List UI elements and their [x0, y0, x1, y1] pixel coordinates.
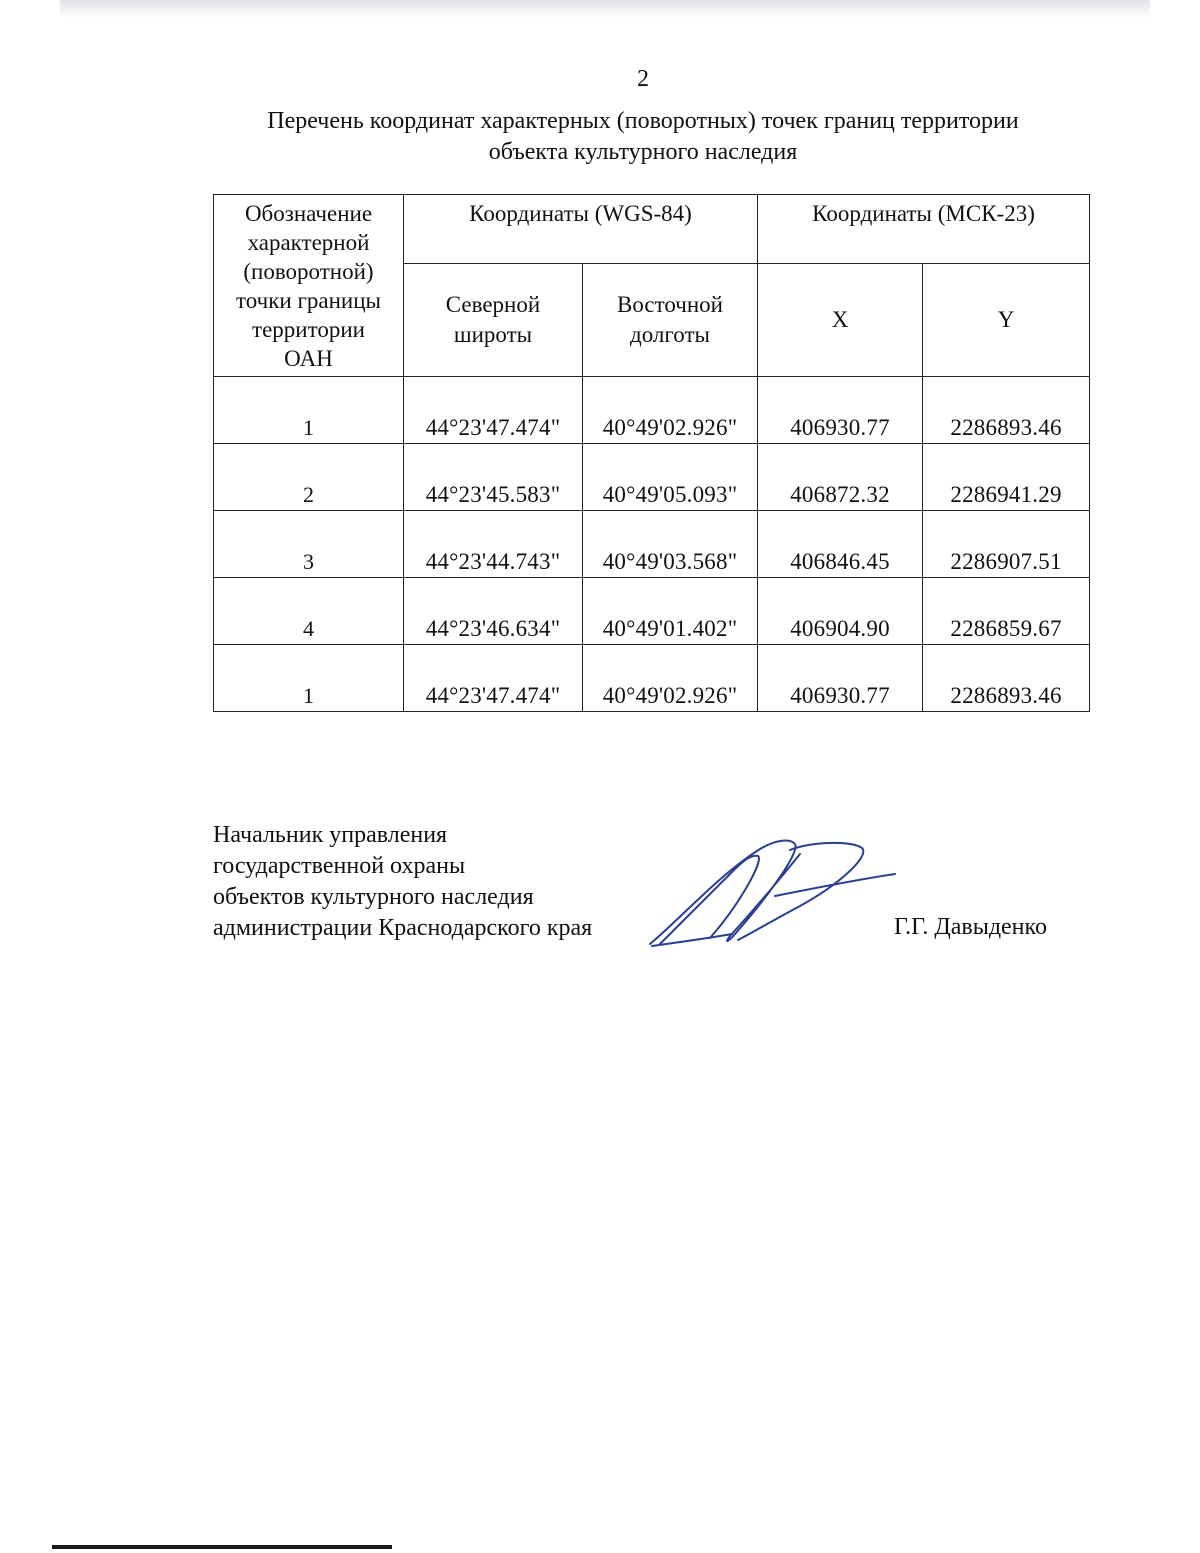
header-lat-line: широты — [453, 322, 533, 347]
page-number: 2 — [637, 66, 649, 92]
cell-point: 1 — [214, 645, 404, 712]
cell-x: 406930.77 — [758, 645, 923, 712]
table-row — [214, 578, 1090, 645]
header-longitude — [583, 264, 758, 377]
cell-latitude: 44°23'47.474" — [404, 377, 583, 444]
signatory-position — [213, 820, 592, 944]
header-point-line: (поворотной) — [243, 259, 374, 284]
cell-point: 3 — [214, 511, 404, 578]
header-lon-line: Восточной — [617, 292, 723, 317]
table-row — [214, 444, 1090, 511]
cell-point: 4 — [214, 578, 404, 645]
header-point-designation — [214, 195, 404, 377]
cell-y: 2286859.67 — [923, 578, 1090, 645]
position-line: государственной охраны — [213, 853, 466, 879]
cell-longitude: 40°49'02.926" — [583, 645, 758, 712]
header-point-line: ОАН — [284, 346, 333, 371]
cell-latitude: 44°23'47.474" — [404, 645, 583, 712]
position-line: администрации Краснодарского края — [213, 915, 593, 941]
cell-x: 406872.32 — [758, 444, 923, 511]
signer-name: Г.Г. Давыденко — [894, 914, 1047, 940]
cell-y: 2286907.51 — [923, 511, 1090, 578]
header-latitude — [404, 264, 583, 377]
cell-x: 406930.77 — [758, 377, 923, 444]
document-title — [200, 106, 1086, 168]
cell-latitude: 44°23'46.634" — [404, 578, 583, 645]
header-wgs84: Координаты (WGS-84) — [404, 195, 758, 264]
handwritten-signature — [640, 834, 900, 954]
title-line-1: Перечень координат характерных (поворотных) точек границ территории — [267, 108, 1019, 134]
cell-longitude: 40°49'01.402" — [583, 578, 758, 645]
table-row — [214, 511, 1090, 578]
cell-longitude: 40°49'05.093" — [583, 444, 758, 511]
header-point-line: точки границы — [236, 288, 381, 313]
header-msk23: Координаты (МСК-23) — [758, 195, 1090, 264]
cell-longitude: 40°49'03.568" — [583, 511, 758, 578]
cell-point: 2 — [214, 444, 404, 511]
cell-y: 2286893.46 — [923, 377, 1090, 444]
header-lon-line: долготы — [630, 322, 710, 347]
title-line-2: объекта культурного наследия — [488, 139, 798, 165]
cell-x: 406846.45 — [758, 511, 923, 578]
cell-y: 2286893.46 — [923, 645, 1090, 712]
table-row — [214, 645, 1090, 712]
bottom-divider — [52, 1545, 392, 1549]
header-point-line: территории — [252, 317, 365, 342]
position-line: объектов культурного наследия — [213, 884, 534, 910]
cell-y: 2286941.29 — [923, 444, 1090, 511]
cell-x: 406904.90 — [758, 578, 923, 645]
coordinates-table — [213, 194, 1090, 712]
scan-edge-shadow — [60, 0, 1150, 18]
table-header-row-1 — [214, 195, 1090, 264]
table-row — [214, 377, 1090, 444]
header-point-line: характерной — [247, 230, 370, 255]
cell-point: 1 — [214, 377, 404, 444]
cell-longitude: 40°49'02.926" — [583, 377, 758, 444]
header-x: X — [758, 264, 923, 377]
cell-latitude: 44°23'45.583" — [404, 444, 583, 511]
header-lat-line: Северной — [445, 292, 541, 317]
header-point-line: Обозначение — [244, 201, 373, 226]
position-line: Начальник управления — [213, 822, 448, 848]
header-y: Y — [923, 264, 1090, 377]
cell-latitude: 44°23'44.743" — [404, 511, 583, 578]
